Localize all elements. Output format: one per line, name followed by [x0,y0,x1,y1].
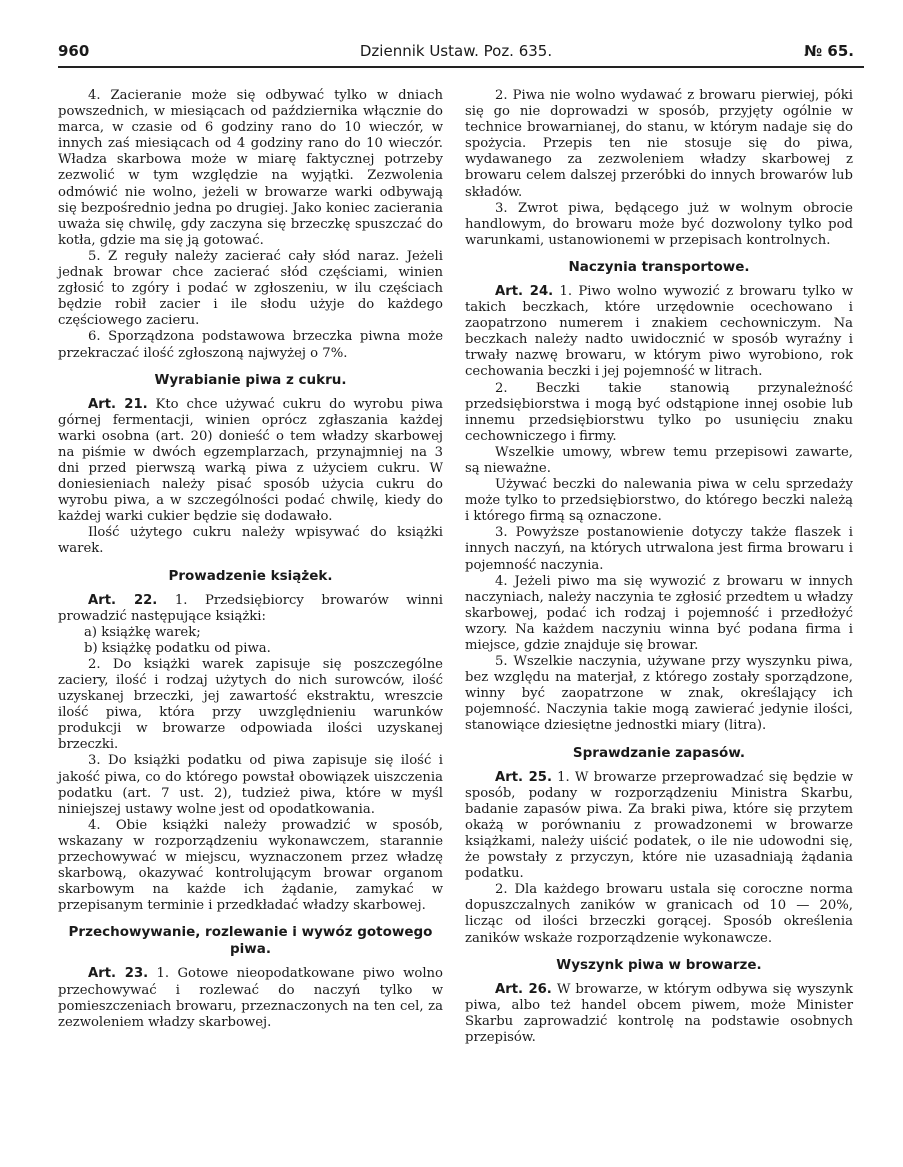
article-text: W browarze, w którym odbywa się wyszynk piwa, albo też handel obcem piwem, może Minister Skarbu zaprowadzić kontrolę na podstawie osobnych przepisów. [465,981,853,1045]
section-heading: Przechowywanie, rozlewanie i wywóz gotowego piwa. [68,924,433,958]
right-column [465,88,853,1046]
article-label: Art. 26. [495,981,552,997]
header-rule [58,66,864,68]
article [465,982,853,1046]
paragraph: 4. Zacieranie może się odbywać tylko w dniach powszednich, w miesiącach od października włącznie do marca, w czasie od 6 godziny rano do 10 wieczór, w innych zaś miesiącach od 4 godziny rano do 10 wieczór. Władza skarbowa może w miarę faktycznej potrzeby zezwolić w tym względzie na wyjątki. Zezwolenia odmówić nie wolno, jeżeli w browarze warki odbywają się bezpośrednio jedna po drugiej. Jako koniec zacierania uważa się chwilę, gdy zaczyna się brzeczkę spuszczać do kotła, gdzie ma się ją gotować. [58,88,443,248]
article [58,593,443,625]
left-column [58,88,443,1031]
paragraph: 4. Obie książki należy prowadzić w sposób, wskazany w rozporządzeniu wykonawczem, starannie przechowywać w miejscu, wyznaczonem przez władzę skarbową, okazywać kontrolującym browar organom skarbowym na każde ich żądanie, zamykać w przepisanym terminie i przedkładać władzy skarbowej. [58,817,443,914]
page-header [58,42,854,68]
article-label: Art. 25. [495,769,552,785]
paragraph: 5. Z reguły należy zacierać cały słód naraz. Jeżeli jednak browar chce zacierać słód częściami, winien zgłosić to zgóry i podać w zgłoszeniu, w ilu częściach będzie robił zacier i ile słodu użyje do każdego częściowego zacieru. [58,248,443,329]
article-label: Art. 22. [88,592,158,608]
section-heading: Sprawdzanie zapasów. [572,744,746,761]
paragraph: 3. Powyższe postanowienie dotyczy także flaszek i innych naczyń, na których utrwalona jest firma browaru i pojemność naczynia. [465,525,853,573]
paragraph: 2. Beczki takie stanowią przynależność przedsiębiorstwa i mogą być odstąpione innej osobie lub innemu przedsiębiorstwu tylko po usunięciu znaku cechowniczego i firmy. [465,380,853,444]
page-number: 960 [58,42,90,60]
paragraph: 6. Sporządzona podstawowa brzeczka piwna może przekraczać ilość zgłoszoną najwyżej o 7%. [58,329,443,361]
section-heading: Wyrabianie piwa z cukru. [154,371,347,388]
paragraph: Używać beczki do nalewania piwa w celu sprzedaży może tylko to przedsiębiorstwo, do którego beczki należą i którego firmą są oznaczone. [465,477,853,525]
article-text: 1. Gotowe nieopodatkowane piwo wolno przechowywać i rozlewać do naczyń tylko w pomieszczeniach browaru, przeznaczonych na ten cel, za zezwoleniem władzy skarbowej. [58,966,443,1030]
article-text: Kto chce używać cukru do wyrobu piwa górnej fermentacji, winien oprócz zgłaszania każdej warki osobna (art. 20) donieść o tem władzy skarbowej na piśmie w dwóch egzemplarzach, przynajmniej na 3 dni przed pierwszą warką piwa z użyciem cukru. W doniesieniach należy pisać sposób użycia cukru do wyrobu piwa, a w szczególności podać chwilę, kiedy do każdej warki cukier będzie się dodawało. [58,396,443,525]
paragraph: 2. Dla każdego browaru ustala się coroczne norma dopuszczalnych zaników w granicach od 10 — 20%, licząc od ilości brzeczki gorącej. Sposób określenia zaników wskaże rozporządzenie wykonawcze. [465,882,853,946]
article-label: Art. 24. [495,283,554,299]
section-heading: Naczynia transportowe. [568,258,750,275]
article-label: Art. 23. [88,966,149,982]
journal-title: Dziennik Ustaw. Poz. 635. [359,42,553,60]
section-heading: Wyszynk piwa w browarze. [556,956,762,973]
paragraph: 3. Do książki podatku od piwa zapisuje się ilość i jakość piwa, co do którego powstał obowiązek uiszczenia podatku (art. 7 ust. 2), tudzież piwa, które w myśl niniejszej ustawy wolne jest od opodatkowania. [58,753,443,817]
paragraph: 5. Wszelkie naczynia, używane przy wyszynku piwa, bez względu na materjał, z którego zostały sporządzone, winny być zaopatrzone w znak, określający ich pojemność. Naczynia takie mogą zawierać jedynie ilości, stanowiące dziesiętne jednostki miary (litra). [465,654,853,734]
paragraph: Ilość użytego cukru należy wpisywać do książki warek. [58,525,443,557]
section-heading: Prowadzenie książek. [168,567,333,584]
paragraph: 2. Piwa nie wolno wydawać z browaru pierwiej, póki się go nie doprowadzi w sposób, przyjęty ogólnie w technice browarnianej, do stanu, w którym nadaje się do spożycia. Przepis ten nie stosuje się do piwa, wydawanego za zezwoleniem władzy skarbowej z browaru celem dalszej przeróbki do innych browarów lub składów. [465,88,853,200]
list-item: b) książkę podatku od piwa. [84,640,271,656]
list-item: a) książkę warek; [84,624,201,640]
paragraph: 3. Zwrot piwa, będącego już w wolnym obrocie handlowym, do browaru może być dozwolony tylko pod warunkami, ustanowionemi w przepisach kontrolnych. [465,200,853,248]
article-label: Art. 21. [88,396,148,412]
article [58,966,443,1030]
article-text: 1. W browarze przeprowadzać się będzie w sposób, podany w rozporządzeniu Ministra Skarbu, badanie zapasów piwa. Za braki piwa, które się przytem okażą w porównaniu z prowadzonemi w browarze książkami, należy uiścić podatek, o ile nie udowodni się, że powstały z przyczyn, które nie uzasadniają żądania podatku. [465,769,853,882]
article [465,284,853,381]
paragraph: 4. Jeżeli piwo ma się wywozić z browaru w innych naczyniach, należy naczynia te zgłosić przedtem u władzy skarbowej, podać ich rodzaj i pojemność i przedłożyć wzory. Na każdem naczyniu winna być podana firma i miejsce, gdzie znajduje się browar. [465,573,853,653]
paragraph: 2. Do książki warek zapisuje się poszczególne zaciery, ilość i rodzaj użytych do nich surowców, ilość uzyskanej brzeczki, jej zawartość ekstraktu, wreszcie ilość piwa, która przy uwzględnieniu warunków produkcji w browarze odpowiada ilości uzyskanej brzeczki. [58,656,443,753]
article [465,770,853,883]
article-text: 1. Piwo wolno wywozić z browaru tylko w takich beczkach, które urzędownie ocechowano i zaopatrzono numerem i znakiem cechowniczym. Na beczkach należy nadto uwidocznić w sposób wyraźny i trwały nazwę browaru, w którym piwo wyrobiono, rok cechowania beczki i jej pojemność w litrach. [465,283,853,380]
issue-number: № 65. [804,42,854,60]
paragraph: Wszelkie umowy, wbrew temu przepisowi zawarte, są nieważne. [465,444,853,476]
article [58,397,443,526]
article-text: 1. Przedsiębiorcy browarów winni prowadzić następujące książki: [58,592,443,624]
